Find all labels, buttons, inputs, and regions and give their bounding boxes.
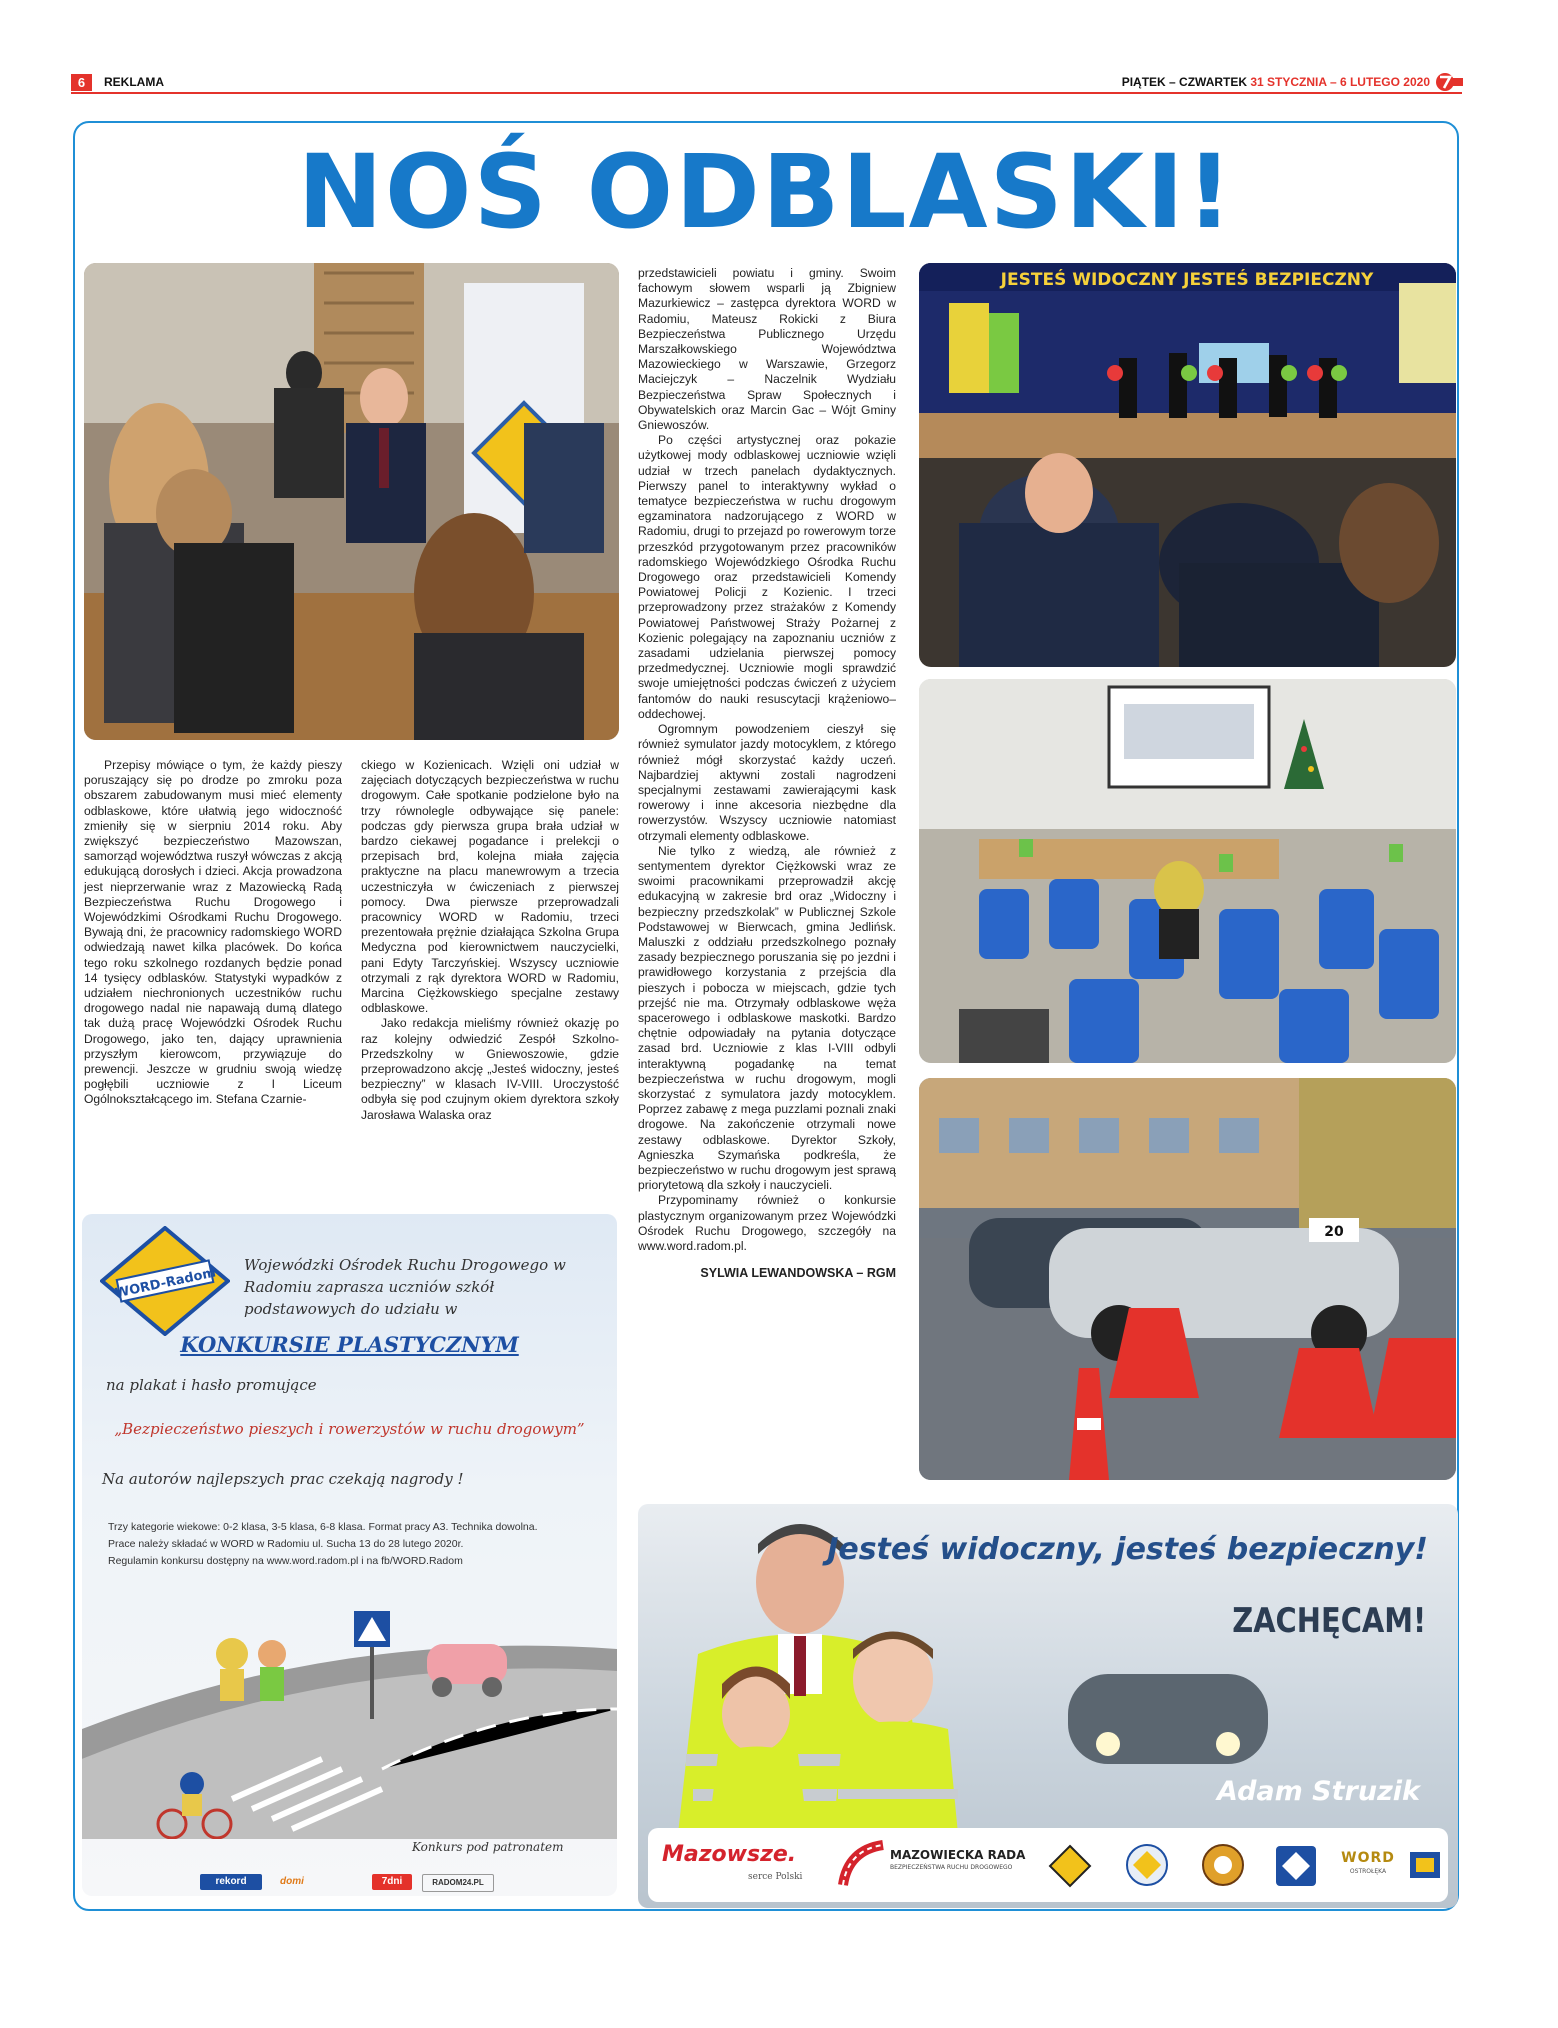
sponsor-logo-7dni: 7dni	[372, 1874, 412, 1890]
photo-classroom-presentation	[919, 679, 1456, 1063]
section-label: REKLAMA	[104, 75, 164, 89]
page-number: 6	[71, 74, 92, 91]
ad-tagline: Jesteś widoczny, jesteś bezpieczny!	[827, 1532, 1428, 1567]
police-emblem-logo-icon	[1200, 1842, 1246, 1888]
contest-detail-line: Trzy kategorie wiekowe: 0-2 klasa, 3-5 klasa, 6-8 klasa. Format pracy A3. Technika dowolna.	[108, 1521, 538, 1533]
word-small-logo-icon	[1408, 1846, 1442, 1884]
ad-encouragement: ZACHĘCAM!	[1232, 1601, 1426, 1641]
patronage-label: Konkurs pod patronatem	[412, 1840, 564, 1854]
issue-date-prefix: PIĄTEK – CZWARTEK	[1121, 75, 1251, 89]
contest-invitation: Wojewódzki Ośrodek Ruchu Drogowego w Radomiu zaprasza uczniów szkół podstawowych do udziału w	[244, 1256, 566, 1318]
article-paragraph: przedstawicieli powiatu i gminy. Swoim fachowym słowem wsparli ją Zbigniew Mazurkiewicz – zastępca dyrektora WORD w Radomiu, Mateusz Rokicki z Biura Bezpieczeństwa Publicznego Urzędu Marszałkowskiego Województwa Mazowieckiego w Warszawie, Grzegorz Maciejczyk – Naczelnik Wydziału Bezpieczeństwa Spraw Społecznych i Obywatelskich oraz Marcin Gac – Wójt Gminy Gniewoszów.	[638, 266, 896, 433]
headline: NOŚ ODBLASKI!	[297, 133, 1235, 252]
article-column-2	[361, 758, 619, 1123]
article-column-1	[84, 758, 342, 1108]
rada-logo-sub: BEZPIECZEŃSTWA RUCHU DROGOWEGO	[890, 1864, 1013, 1871]
word-ostroleka-logo-sub: OSTROŁĘKA	[1349, 1868, 1387, 1875]
contest-detail-line: Prace należy składać w WORD w Radomiu ul. Sucha 13 do 28 lutego 2020r.	[108, 1538, 464, 1550]
ad-jestes-widoczny	[638, 1504, 1458, 1908]
ad-art-contest	[82, 1214, 617, 1896]
article-paragraph: ckiego w Kozienicach. Wzięli oni udział w zajęciach dotyczących bezpieczeństwa w ruchu drogowym. Całe spotkanie podzielone było na trzy równolegle odbywające się panele: podczas gdy pierwsza grupa brała udział w bardzo ciekawej pogadance i prelekcji o przepisach brd, kolejna miała zajęcia praktyczne na placu manewrowym a trzecia uczestniczyła w ćwiczeniach z pierwszej pomocy. Dwa pierwsze przeprowadzali pracownicy WORD w Radomiu, trzeci prezentowała prężnie działająca Szkolna Grupa Medyczna pod kierownictwem nauczycielki, pani Edyty Tarczyńskiej. Wszyscy uczniowie otrzymali z rąk dyrektora WORD w Radomiu, Marcina Ciężkowskiego specjalne zestawy odblaskowe.	[361, 758, 619, 1016]
newspaper-logo-icon	[1435, 72, 1463, 92]
sponsor-logo-domi: domi	[280, 1876, 304, 1887]
article-column-3	[638, 266, 896, 1281]
contest-details	[108, 1519, 598, 1570]
contest-prizes: Na autorów najlepszych prac czekają nagrody !	[102, 1470, 464, 1488]
contest-title: KONKURSIE PLASTYCZNYM	[180, 1332, 519, 1357]
photo-car-maneuver-yard	[919, 1078, 1456, 1480]
sponsor-logo-radom24: RADOM24.PL	[422, 1874, 494, 1892]
photo-school-performance-stage	[919, 263, 1456, 667]
sponsor-logo-rekord: rekord	[200, 1874, 262, 1890]
article-paragraph: Jako redakcja mieliśmy również okazję po raz kolejny odwiedzić Zespół Szkolno-Przedszkolny w Gniewoszowie, gdzie przeprowadzono akcję „Jesteś widoczny, jesteś bezpieczny” w klasach IV-VIII. Uroczystość odbyła się pod czujnym okiem dyrektora szkoły Jarosława Walaska oraz	[361, 1016, 619, 1122]
article-paragraph: Nie tylko z wiedzą, ale również z sentymentem dyrektor Ciężkowski wraz ze swoimi pracownikami przeprowadził akcję edukacyjną w zakresie brd oraz „Widoczny i bezpieczny przedszkolak” w Publicznej Szkole Podstawowej w Bierwcach, gmina Jedlińsk. Maluszki z oddziału przedszkolnego poznały zasady bezpiecznego poruszania się po jezdni i prawidłowego korzystania z przejścia dla pieszych i pobocza w miejscach, gdzie tych przejść nie ma. Otrzymały odblaskowe węża spacerowego i odblaskowe maskotki. Bardzo chętnie odpowiadały na pytania dotyczące zasad brd. Uczniowie z klas I-VIII odbyli interaktywną pogadankę na temat bezpieczeństwa w ruchu drogowym, mogli skorzystać z symulatora jazdy motocyklem. Poprzez zabawę z mega puzzlami poznali znaki drogowe. Na zakończenie otrzymali nowe zestawy odblaskowe. Dyrektor Szkoły, Agnieszka Szymańska podkreśla, że bezpieczeństwo w ruchu drogowym jest sprawą priorytetową dla szkoły i nauczycieli.	[638, 843, 896, 1193]
word-diamond-logo-icon	[1048, 1844, 1092, 1888]
road-safety-illustration	[82, 1609, 617, 1839]
contest-slogan: „Bezpieczeństwo pieszych i rowerzystów w ruchu drogowym”	[114, 1420, 585, 1438]
contest-detail-line: Regulamin konkursu dostępny na www.word.radom.pl i na fb/WORD.Radom	[108, 1555, 463, 1567]
contest-subject: na plakat i hasło promujące	[106, 1376, 317, 1394]
article-paragraph: Przepisy mówiące o tym, że każdy pieszy poruszający się po drodze po zmroku poza obszarem zabudowanym musi mieć elementy odblaskowe, które ułatwią jego widoczność zmieniły się w sierpniu 2014 roku. Aby zwiększyć bezpieczeństwo Mazowszan, samorząd województwa ruszył wówczas z akcją edukującą dorosłych i dzieci. Akcja prowadzona jest nieprzerwanie wraz z Mazowiecką Radą Bezpieczeństwa Ruchu Drogowego i Wojewódzkimi Ośrodkami Ruchu Drogowego. Bywają dni, że pracownicy radomskiego WORD odwiedzają nawet kilka placówek. Do końca tego roku szkolnego rozdanych będzie ponad 14 tysięcy odblasków. Statystyki wypadków z udziałem niechronionych uczestników ruchu drogowego nadal nie napawają dumą dlatego tak dużą pracę Wojewódzki Ośrodek Ruchu Drogowego, jako ten, dający uprawnienia przyszłym kierowcom, przywiązuje do prewencji. Jeszcze w grudniu swoją wiedzę pogłębili uczniowie z I Liceum Ogólnokształcącego im. Stefana Czarnie-	[84, 758, 342, 1107]
word-badge-logo-icon	[1124, 1842, 1170, 1888]
article-paragraph: Po części artystycznej oraz pokazie użytkowej mody odblaskowej uczniowie wzięli udział w trzech panelach dydaktycznych. Pierwszy panel to interaktywny wykład o tematyce bezpieczeństwa w ruchu drogowym egzaminatora nadzorującego z WORD w Radomiu, drugi to przejazd po rowerowym torze przeszkód przygotowanym przez pracowników radomskiego Wojewódzkiego Ośrodka Ruchu Drogowego oraz przedstawicieli Komendy Powiatowej Policji z Kozienic. I trzeci przeprowadzony przez strażaków z Komendy Powiatowej Państwowej Straży Pożarnej z Kozienic polegający na zapoznaniu uczniów z zasadami udzielania pierwszej pomocy przedmedycznej. Uczniowie mogli sprawdzić swoje umiejętności podczas ćwiczeń z użyciem fantomów do nauki resuscytacji krążeniowo–oddechowej.	[638, 433, 896, 721]
word-ostroleka-logo: WORD	[1341, 1850, 1395, 1866]
mazowsze-logo: Mazowsze.	[662, 1842, 797, 1867]
byline: SYLWIA LEWANDOWSKA – RGM	[700, 1266, 896, 1281]
word-radom-logo-text: WORD-Radom	[113, 1265, 218, 1302]
partner-logo-strip	[648, 1828, 1448, 1902]
article-paragraph: Przypominamy również o konkursie plastycznym organizowanym przez Wojewódzki Ośrodek Ruchu Drogowego, szczegóły na www.word.radom.pl.	[638, 1193, 896, 1253]
rada-logo-title: MAZOWIECKA RADA	[890, 1848, 1026, 1862]
stage-banner-text: JESTEŚ WIDOCZNY JESTEŚ BEZPIECZNY	[1000, 270, 1374, 290]
article-paragraph: Ogromnym powodzeniem cieszył się również symulator jazdy motocyklem, z którego również mógł skorzystać każdy uczeń. Najbardziej aktywni zostali nagrodzeni specjalnymi zestawami zawierającymi kask rowerowy i inne akcesoria niezbędne dla rowerzystów. Wszyscy uczniowie natomiast otrzymali elementy odblaskowe.	[638, 722, 896, 843]
mazowsze-logo-sub: serce Polski	[748, 1872, 803, 1882]
header-rule	[71, 92, 1462, 94]
car-number: 20	[1324, 1224, 1344, 1240]
ad-signature-name: Adam Struzik	[1217, 1776, 1420, 1807]
word-blue-logo-icon	[1274, 1844, 1318, 1888]
word-radom-logo-icon	[100, 1226, 230, 1336]
road-curve-logo-icon	[838, 1840, 888, 1890]
issue-date-range: 31 STYCZNIA – 6 LUTEGO 2020	[1250, 75, 1430, 89]
issue-date	[1122, 74, 1430, 91]
child-character-icon	[216, 1638, 248, 1670]
photo-word-director-handing-reflectors	[84, 263, 619, 740]
